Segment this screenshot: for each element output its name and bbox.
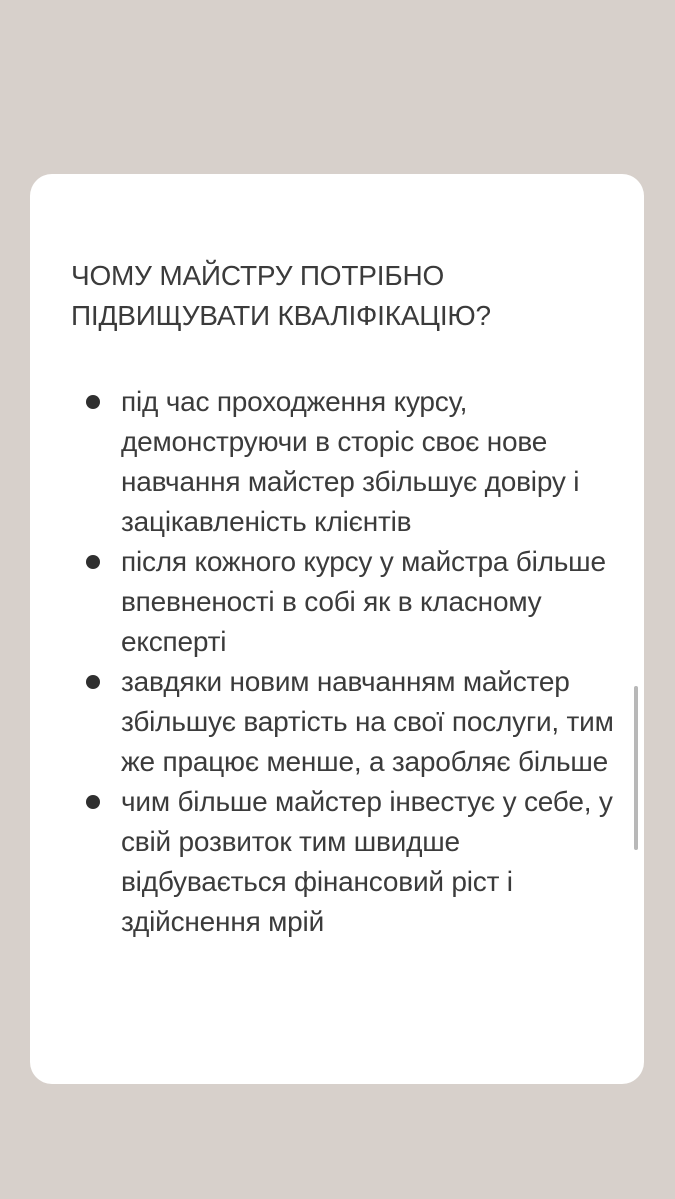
text-card [30,174,644,1084]
bullet-item [121,782,621,942]
bullet-dot-icon [86,675,100,689]
card-heading: ЧОМУ МАЙСТРУ ПОТРІБНО ПІДВИЩУВАТИ КВАЛІФІКАЦІЮ? [71,260,491,331]
bullet-dot-icon [86,555,100,569]
scrollbar[interactable] [634,686,638,850]
bullet-text: завдяки новим навчанням майстер збільшує вартість на свої послуги, тим же працює менше, а заробляє більше [121,666,614,777]
bullet-dot-icon [86,395,100,409]
bullet-list [121,382,621,942]
bullet-item [121,662,621,782]
bullet-item [121,542,621,662]
bullet-text: чим більше майстер інвестує у себе, у свій розвиток тим швидше відбувається фінансовий ріст і здійснення мрій [121,786,613,937]
bullet-item [121,382,621,542]
bullet-dot-icon [86,795,100,809]
bullet-text: під час проходження курсу, демонструючи в сторіс своє нове навчання майстер збільшує довіру і зацікавленість клієнтів [121,386,580,537]
bullet-text: після кожного курсу у майстра більше впевненості в собі як в класному експерті [121,546,606,657]
